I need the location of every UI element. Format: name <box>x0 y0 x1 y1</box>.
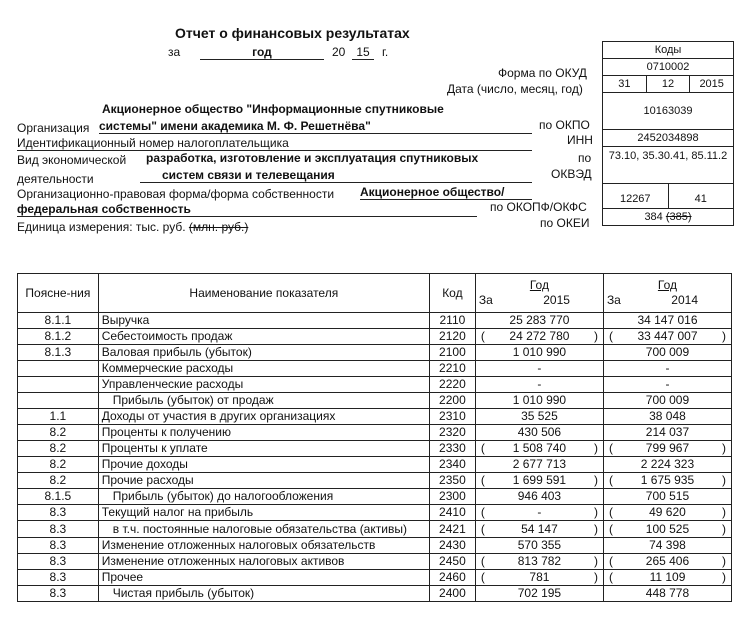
row-value-2015: ( 54 147 ) <box>475 521 603 538</box>
row-code: 2421 <box>429 521 475 538</box>
row-name: Доходы от участия в других организациях <box>98 409 429 425</box>
row-value-2014: 448 778 <box>603 586 731 602</box>
row-name: Текущий налог на прибыль <box>98 505 429 521</box>
codes-title: Коды <box>654 44 682 56</box>
activity-label-1: Вид экономической <box>17 153 127 167</box>
row-value-2015: 430 506 <box>475 425 603 441</box>
row-note <box>18 377 99 393</box>
row-note: 8.2 <box>18 457 99 473</box>
row-code: 2450 <box>429 554 475 570</box>
unit-label: Единица измерения: тыс. руб. (млн. руб.) <box>17 220 249 234</box>
row-name: Прочее <box>98 570 429 586</box>
row-name: Коммерческие расходы <box>98 361 429 377</box>
row-note: 8.2 <box>18 473 99 489</box>
row-note: 8.3 <box>18 505 99 521</box>
row-value-2015: ( 1 508 740 ) <box>475 441 603 457</box>
org-name-line2: системы" имени академика М. Ф. Решетнёва" <box>99 119 532 134</box>
table-row <box>18 425 732 441</box>
okopf-label: по ОКОПФ/ОКФС <box>490 200 587 214</box>
row-code: 2400 <box>429 586 475 602</box>
row-code: 2210 <box>429 361 475 377</box>
year-suffix: 15 <box>352 45 374 60</box>
row-value-2015: ( - ) <box>475 505 603 521</box>
head-year1: Год За 2015 <box>475 274 603 313</box>
row-name: Изменение отложенных налоговых обязательств <box>98 538 429 554</box>
inn-code: 2452034898 <box>603 129 733 146</box>
row-name: Проценты к получению <box>98 425 429 441</box>
row-name: Чистая прибыль (убыток) <box>98 586 429 602</box>
row-value-2014: 34 147 016 <box>603 313 731 329</box>
table-row <box>18 361 732 377</box>
row-code: 2310 <box>429 409 475 425</box>
row-value-2014: 700 009 <box>603 345 731 361</box>
year-unit: г. <box>382 45 389 59</box>
table-row <box>18 457 732 473</box>
row-value-2015: 2 677 713 <box>475 457 603 473</box>
table-row <box>18 586 732 602</box>
report-title: Отчет о финансовых результатах <box>175 25 410 41</box>
row-value-2015: 1 010 990 <box>475 393 603 409</box>
row-value-2014: 214 037 <box>603 425 731 441</box>
inn-label: ИНН <box>567 133 593 147</box>
activity-label-2: деятельности <box>17 172 94 186</box>
row-value-2014: ( 100 525 ) <box>603 521 731 538</box>
table-row <box>18 377 732 393</box>
okopf-value: 12267 <box>619 193 651 205</box>
okfs-value: 41 <box>668 184 734 208</box>
row-note: 8.2 <box>18 441 99 457</box>
row-value-2014: 700 515 <box>603 489 731 505</box>
legal-form-label: Организационно-правовая форма/форма собственности <box>17 187 335 201</box>
row-code: 2100 <box>429 345 475 361</box>
row-name: Себестоимость продаж <box>98 329 429 345</box>
table-row <box>18 345 732 361</box>
row-value-2015: 35 525 <box>475 409 603 425</box>
row-name: Проценты к уплате <box>98 441 429 457</box>
row-code: 2340 <box>429 457 475 473</box>
row-value-2015: ( 781 ) <box>475 570 603 586</box>
org-label: Организация <box>17 121 90 135</box>
row-name: Прочие расходы <box>98 473 429 489</box>
row-value-2014: 2 224 323 <box>603 457 731 473</box>
row-value-2014: - <box>603 361 731 377</box>
row-value-2014: ( 11 109 ) <box>603 570 731 586</box>
table-row <box>18 554 732 570</box>
row-value-2014: 38 048 <box>603 409 731 425</box>
row-note: 1.1 <box>18 409 99 425</box>
row-note: 8.3 <box>18 538 99 554</box>
okpo-label: по ОКПО <box>539 118 590 132</box>
row-note: 8.1.1 <box>18 313 99 329</box>
table-row <box>18 570 732 586</box>
row-value-2015: 570 355 <box>475 538 603 554</box>
row-note: 8.2 <box>18 425 99 441</box>
row-code: 2350 <box>429 473 475 489</box>
row-name: Управленческие расходы <box>98 377 429 393</box>
table-row <box>18 505 732 521</box>
row-name: Прибыль (убыток) от продаж <box>98 393 429 409</box>
date-day: 31 <box>618 78 631 90</box>
table-header-row <box>18 274 732 313</box>
row-name: Изменение отложенных налоговых активов <box>98 554 429 570</box>
head-name: Наименование показателя <box>98 274 429 313</box>
row-code: 2300 <box>429 489 475 505</box>
row-code: 2110 <box>429 313 475 329</box>
row-value-2014: ( 799 967 ) <box>603 441 731 457</box>
row-value-2015: 946 403 <box>475 489 603 505</box>
row-note: 8.3 <box>18 570 99 586</box>
row-code: 2220 <box>429 377 475 393</box>
table-row <box>18 409 732 425</box>
row-note <box>18 361 99 377</box>
table-row <box>18 393 732 409</box>
row-code: 2410 <box>429 505 475 521</box>
row-note: 8.3 <box>18 521 99 538</box>
row-value-2014: ( 265 406 ) <box>603 554 731 570</box>
row-value-2015: ( 24 272 780 ) <box>475 329 603 345</box>
head-year2: Год За 2014 <box>603 274 731 313</box>
financial-results-table <box>17 273 732 602</box>
date-year: 2015 <box>689 76 733 92</box>
head-note: Поясне-ния <box>18 274 99 313</box>
row-value-2014: 700 009 <box>603 393 731 409</box>
head-code: Код <box>429 274 475 313</box>
okved-label: ОКВЭД <box>551 167 592 181</box>
row-code: 2430 <box>429 538 475 554</box>
period-word: год <box>200 45 324 60</box>
row-value-2015: ( 1 699 591 ) <box>475 473 603 489</box>
table-row <box>18 473 732 489</box>
table-row <box>18 329 732 345</box>
row-value-2014: - <box>603 377 731 393</box>
row-note: 8.1.5 <box>18 489 99 505</box>
row-value-2014: ( 33 447 007 ) <box>603 329 731 345</box>
table-row <box>18 538 732 554</box>
activity-line2: систем связи и телевещания <box>140 168 532 183</box>
row-value-2015: 702 195 <box>475 586 603 602</box>
row-note: 8.1.2 <box>18 329 99 345</box>
row-name: Выручка <box>98 313 429 329</box>
org-name-line1: Акционерное общество "Информационные спутниковые <box>102 102 444 116</box>
row-value-2015: - <box>475 377 603 393</box>
okopf-code <box>603 183 733 208</box>
row-note: 8.3 <box>18 554 99 570</box>
row-code: 2330 <box>429 441 475 457</box>
row-name: Прибыль (убыток) до налогообложения <box>98 489 429 505</box>
table-row <box>18 521 732 538</box>
row-value-2014: ( 1 675 935 ) <box>603 473 731 489</box>
row-name: в т.ч. постоянные налоговые обязательства (активы) <box>98 521 429 538</box>
row-value-2015: 1 010 990 <box>475 345 603 361</box>
row-note: 8.3 <box>18 586 99 602</box>
okei-code: 384 (385) <box>603 208 733 225</box>
period-prefix: за <box>168 45 181 59</box>
row-value-2014: 74 398 <box>603 538 731 554</box>
okved-code: 73.10, 35.30.41, 85.11.2 <box>603 146 733 183</box>
row-name: Валовая прибыль (убыток) <box>98 345 429 361</box>
row-value-2015: ( 813 782 ) <box>475 554 603 570</box>
row-code: 2120 <box>429 329 475 345</box>
okud-code: 0710002 <box>603 58 733 75</box>
legal-form-line1: Акционерное общество/ <box>360 185 532 200</box>
inn-line: Идентификационный номер налогоплательщика <box>17 136 289 150</box>
row-value-2015: - <box>475 361 603 377</box>
row-value-2014: ( 49 620 ) <box>603 505 731 521</box>
date-label: Дата (число, месяц, год) <box>447 82 583 96</box>
table-row <box>18 489 732 505</box>
row-note <box>18 393 99 409</box>
row-code: 2320 <box>429 425 475 441</box>
row-value-2015: 25 283 770 <box>475 313 603 329</box>
row-name: Прочие доходы <box>98 457 429 473</box>
table-row <box>18 441 732 457</box>
okei-label: по ОКЕИ <box>540 216 590 230</box>
row-code: 2200 <box>429 393 475 409</box>
row-note: 8.1.3 <box>18 345 99 361</box>
activity-line1: разработка, изготовление и эксплуатация спутниковых <box>146 151 479 165</box>
date-code <box>603 75 733 92</box>
year-prefix: 20 <box>332 45 346 59</box>
okpo-code: 10163039 <box>603 92 733 129</box>
date-month: 12 <box>646 76 690 92</box>
okved-po: по <box>578 151 592 165</box>
table-row <box>18 313 732 329</box>
row-code: 2460 <box>429 570 475 586</box>
okud-label: Форма по ОКУД <box>498 66 587 80</box>
legal-form-line2: федеральная собственность <box>17 202 477 217</box>
codes-box <box>602 41 734 226</box>
